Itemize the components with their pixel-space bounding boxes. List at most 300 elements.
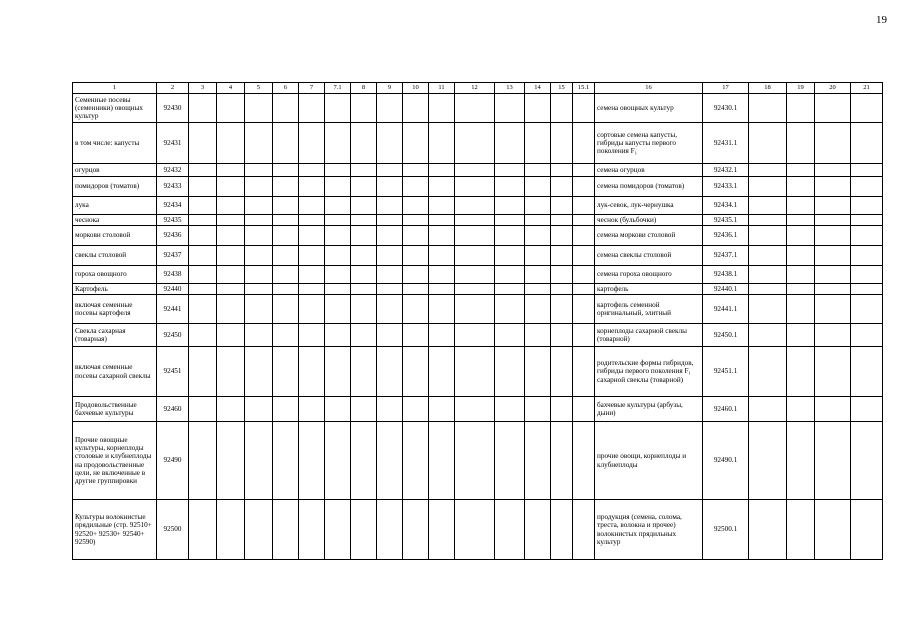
empty-cell [217, 215, 245, 226]
empty-cell [429, 347, 455, 397]
table-row [73, 347, 883, 397]
table-row [73, 94, 883, 123]
product-code-cell: 92436.1 [703, 226, 749, 246]
empty-cell [455, 397, 495, 422]
empty-cell [217, 422, 245, 500]
row-label-cell: лука [73, 197, 157, 215]
row-code-cell: 92432 [157, 164, 189, 177]
empty-cell [455, 123, 495, 164]
empty-cell [455, 226, 495, 246]
empty-cell [429, 284, 455, 295]
column-header: 15.1 [573, 83, 595, 94]
row-code-cell: 92438 [157, 266, 189, 284]
empty-cell [377, 123, 403, 164]
empty-cell [189, 123, 217, 164]
empty-cell [299, 123, 325, 164]
empty-cell [787, 177, 815, 197]
empty-cell [273, 397, 299, 422]
empty-cell [273, 215, 299, 226]
row-code-cell: 92433 [157, 177, 189, 197]
product-cell: семена гороха овощного [595, 266, 703, 284]
empty-cell [495, 177, 525, 197]
column-header: 4 [217, 83, 245, 94]
empty-cell [217, 164, 245, 177]
empty-cell [377, 94, 403, 123]
product-code-cell: 92433.1 [703, 177, 749, 197]
row-label-cell: Свекла сахарная (товарная) [73, 324, 157, 347]
empty-cell [403, 246, 429, 266]
empty-cell [245, 324, 273, 347]
empty-cell [787, 347, 815, 397]
empty-cell [299, 397, 325, 422]
row-label-cell: включая семенные посевы картофеля [73, 295, 157, 324]
empty-cell [851, 94, 883, 123]
empty-cell [351, 266, 377, 284]
empty-cell [325, 284, 351, 295]
row-label-cell: моркови столовой [73, 226, 157, 246]
empty-cell [551, 324, 573, 347]
empty-cell [429, 226, 455, 246]
product-code-cell: 92435.1 [703, 215, 749, 226]
empty-cell [217, 94, 245, 123]
empty-cell [429, 197, 455, 215]
empty-cell [351, 197, 377, 215]
empty-cell [749, 246, 787, 266]
empty-cell [815, 164, 851, 177]
empty-cell [551, 266, 573, 284]
empty-cell [525, 284, 551, 295]
row-label-cell: в том числе: капусты [73, 123, 157, 164]
empty-cell [273, 197, 299, 215]
empty-cell [851, 123, 883, 164]
empty-cell [217, 246, 245, 266]
empty-cell [325, 246, 351, 266]
empty-cell [749, 347, 787, 397]
row-code-cell: 92490 [157, 422, 189, 500]
column-header: 5 [245, 83, 273, 94]
empty-cell [403, 324, 429, 347]
row-label-cell: Продовольственные бахчевые культуры [73, 397, 157, 422]
product-cell: семена моркови столовой [595, 226, 703, 246]
column-number-row [73, 83, 883, 94]
empty-cell [429, 266, 455, 284]
empty-cell [325, 422, 351, 500]
empty-cell [273, 500, 299, 560]
empty-cell [403, 177, 429, 197]
column-header: 7 [299, 83, 325, 94]
product-cell: чеснок (бульбочки) [595, 215, 703, 226]
empty-cell [455, 347, 495, 397]
table-row [73, 197, 883, 215]
empty-cell [217, 177, 245, 197]
empty-cell [815, 324, 851, 347]
empty-cell [551, 500, 573, 560]
empty-cell [351, 164, 377, 177]
empty-cell [245, 226, 273, 246]
empty-cell [403, 197, 429, 215]
empty-cell [377, 266, 403, 284]
empty-cell [573, 197, 595, 215]
empty-cell [495, 284, 525, 295]
empty-cell [377, 397, 403, 422]
empty-cell [573, 246, 595, 266]
empty-cell [189, 295, 217, 324]
empty-cell [245, 246, 273, 266]
row-label-cell: Семенные посевы (семенники) овощных культур [73, 94, 157, 123]
empty-cell [749, 226, 787, 246]
empty-cell [217, 295, 245, 324]
empty-cell [851, 324, 883, 347]
empty-cell [851, 422, 883, 500]
row-label-cell: гороха овощного [73, 266, 157, 284]
empty-cell [351, 177, 377, 197]
column-header: 12 [455, 83, 495, 94]
empty-cell [429, 422, 455, 500]
product-cell: семена огурцов [595, 164, 703, 177]
empty-cell [815, 500, 851, 560]
empty-cell [573, 215, 595, 226]
empty-cell [245, 94, 273, 123]
empty-cell [429, 164, 455, 177]
empty-cell [815, 94, 851, 123]
empty-cell [299, 347, 325, 397]
empty-cell [325, 197, 351, 215]
empty-cell [573, 422, 595, 500]
empty-cell [525, 246, 551, 266]
empty-cell [551, 295, 573, 324]
empty-cell [525, 422, 551, 500]
empty-cell [749, 164, 787, 177]
empty-cell [325, 215, 351, 226]
product-cell: корнеплоды сахарной свеклы (товарной) [595, 324, 703, 347]
empty-cell [525, 397, 551, 422]
column-header: 3 [189, 83, 217, 94]
column-header: 16 [595, 83, 703, 94]
empty-cell [245, 266, 273, 284]
empty-cell [377, 215, 403, 226]
empty-cell [189, 215, 217, 226]
page-number: 19 [876, 14, 887, 26]
empty-cell [299, 177, 325, 197]
empty-cell [429, 324, 455, 347]
empty-cell [495, 94, 525, 123]
empty-cell [351, 422, 377, 500]
empty-cell [455, 295, 495, 324]
empty-cell [245, 123, 273, 164]
row-label-cell: Культуры волокнистые прядильные (стр. 92510+ 92520+ 92530+ 92540+ 92590) [73, 500, 157, 560]
empty-cell [377, 164, 403, 177]
empty-cell [573, 284, 595, 295]
empty-cell [429, 500, 455, 560]
row-code-cell: 92434 [157, 197, 189, 215]
empty-cell [551, 226, 573, 246]
empty-cell [573, 500, 595, 560]
empty-cell [217, 397, 245, 422]
empty-cell [749, 422, 787, 500]
empty-cell [815, 226, 851, 246]
empty-cell [787, 397, 815, 422]
product-code-cell: 92451.1 [703, 347, 749, 397]
empty-cell [851, 197, 883, 215]
product-cell: лук-севок, лук-чернушка [595, 197, 703, 215]
column-header: 7.1 [325, 83, 351, 94]
column-header: 6 [273, 83, 299, 94]
empty-cell [749, 177, 787, 197]
empty-cell [525, 266, 551, 284]
product-cell: картофель семенной оригинальный, элитный [595, 295, 703, 324]
column-header: 20 [815, 83, 851, 94]
empty-cell [403, 422, 429, 500]
empty-cell [189, 177, 217, 197]
empty-cell [217, 197, 245, 215]
empty-cell [455, 215, 495, 226]
column-header: 21 [851, 83, 883, 94]
empty-cell [525, 324, 551, 347]
empty-cell [245, 177, 273, 197]
empty-cell [429, 295, 455, 324]
table-row [73, 500, 883, 560]
empty-cell [495, 324, 525, 347]
table-row [73, 284, 883, 295]
empty-cell [429, 397, 455, 422]
empty-cell [299, 94, 325, 123]
row-code-cell: 92440 [157, 284, 189, 295]
empty-cell [189, 164, 217, 177]
empty-cell [851, 397, 883, 422]
empty-cell [325, 177, 351, 197]
empty-cell [787, 295, 815, 324]
empty-cell [573, 226, 595, 246]
empty-cell [299, 422, 325, 500]
product-cell: бахчевые культуры (арбузы, дыни) [595, 397, 703, 422]
empty-cell [787, 215, 815, 226]
empty-cell [551, 164, 573, 177]
empty-cell [787, 500, 815, 560]
empty-cell [403, 295, 429, 324]
empty-cell [403, 226, 429, 246]
empty-cell [815, 347, 851, 397]
empty-cell [273, 295, 299, 324]
empty-cell [273, 123, 299, 164]
empty-cell [245, 197, 273, 215]
column-header: 8 [351, 83, 377, 94]
empty-cell [245, 215, 273, 226]
empty-cell [749, 500, 787, 560]
empty-cell [815, 422, 851, 500]
empty-cell [815, 397, 851, 422]
empty-cell [299, 324, 325, 347]
empty-cell [189, 226, 217, 246]
empty-cell [245, 284, 273, 295]
empty-cell [495, 123, 525, 164]
empty-cell [377, 324, 403, 347]
empty-cell [525, 347, 551, 397]
column-header: 1 [73, 83, 157, 94]
empty-cell [851, 295, 883, 324]
empty-cell [455, 422, 495, 500]
empty-cell [815, 284, 851, 295]
empty-cell [217, 324, 245, 347]
empty-cell [429, 177, 455, 197]
product-code-cell: 92432.1 [703, 164, 749, 177]
empty-cell [325, 347, 351, 397]
empty-cell [429, 246, 455, 266]
table-row [73, 177, 883, 197]
empty-cell [749, 94, 787, 123]
empty-cell [429, 215, 455, 226]
empty-cell [377, 284, 403, 295]
empty-cell [299, 500, 325, 560]
empty-cell [325, 123, 351, 164]
empty-cell [351, 284, 377, 295]
empty-cell [495, 266, 525, 284]
empty-cell [495, 215, 525, 226]
column-header: 2 [157, 83, 189, 94]
empty-cell [815, 246, 851, 266]
empty-cell [851, 177, 883, 197]
empty-cell [377, 177, 403, 197]
empty-cell [525, 197, 551, 215]
product-code-cell: 92431.1 [703, 123, 749, 164]
empty-cell [403, 347, 429, 397]
empty-cell [351, 123, 377, 164]
table-row [73, 164, 883, 177]
product-cell: прочие овощи, корнеплоды и клубнеплоды [595, 422, 703, 500]
column-header: 17 [703, 83, 749, 94]
empty-cell [403, 397, 429, 422]
empty-cell [573, 347, 595, 397]
empty-cell [525, 94, 551, 123]
empty-cell [525, 164, 551, 177]
empty-cell [273, 324, 299, 347]
empty-cell [815, 197, 851, 215]
product-code-cell: 92450.1 [703, 324, 749, 347]
empty-cell [245, 295, 273, 324]
column-header: 13 [495, 83, 525, 94]
empty-cell [851, 226, 883, 246]
empty-cell [403, 266, 429, 284]
empty-cell [325, 226, 351, 246]
empty-cell [403, 123, 429, 164]
empty-cell [217, 347, 245, 397]
product-code-cell: 92441.1 [703, 295, 749, 324]
product-cell: родительские формы гибридов, гибриды первого поколения F₁ сахарной свеклы (товарной) [595, 347, 703, 397]
empty-cell [189, 197, 217, 215]
row-code-cell: 92451 [157, 347, 189, 397]
empty-cell [525, 295, 551, 324]
empty-cell [273, 422, 299, 500]
empty-cell [749, 197, 787, 215]
column-header: 9 [377, 83, 403, 94]
empty-cell [245, 397, 273, 422]
empty-cell [787, 94, 815, 123]
product-cell: сортовые семена капусты, гибриды капусты первого поколения F₁ [595, 123, 703, 164]
empty-cell [787, 164, 815, 177]
column-header: 18 [749, 83, 787, 94]
empty-cell [551, 246, 573, 266]
empty-cell [525, 215, 551, 226]
empty-cell [455, 94, 495, 123]
empty-cell [377, 422, 403, 500]
empty-cell [273, 284, 299, 295]
empty-cell [273, 226, 299, 246]
table-row [73, 123, 883, 164]
empty-cell [429, 94, 455, 123]
empty-cell [495, 164, 525, 177]
empty-cell [455, 266, 495, 284]
empty-cell [573, 164, 595, 177]
table-row [73, 215, 883, 226]
row-label-cell: чеснока [73, 215, 157, 226]
empty-cell [551, 123, 573, 164]
empty-cell [551, 284, 573, 295]
column-header: 11 [429, 83, 455, 94]
empty-cell [189, 284, 217, 295]
product-cell: семена свеклы столовой [595, 246, 703, 266]
empty-cell [749, 324, 787, 347]
row-label-cell: Картофель [73, 284, 157, 295]
empty-cell [787, 324, 815, 347]
row-code-cell: 92441 [157, 295, 189, 324]
empty-cell [189, 347, 217, 397]
empty-cell [495, 500, 525, 560]
empty-cell [573, 177, 595, 197]
empty-cell [351, 347, 377, 397]
row-code-cell: 92436 [157, 226, 189, 246]
empty-cell [351, 324, 377, 347]
empty-cell [245, 164, 273, 177]
product-cell: семена овощных культур [595, 94, 703, 123]
empty-cell [815, 123, 851, 164]
empty-cell [495, 347, 525, 397]
empty-cell [351, 295, 377, 324]
empty-cell [551, 177, 573, 197]
empty-cell [299, 226, 325, 246]
product-cell: семена помидоров (томатов) [595, 177, 703, 197]
empty-cell [299, 266, 325, 284]
empty-cell [749, 123, 787, 164]
empty-cell [455, 164, 495, 177]
empty-cell [189, 324, 217, 347]
empty-cell [403, 164, 429, 177]
product-code-cell: 92438.1 [703, 266, 749, 284]
empty-cell [787, 123, 815, 164]
row-code-cell: 92430 [157, 94, 189, 123]
table-row [73, 226, 883, 246]
table-row [73, 246, 883, 266]
empty-cell [217, 500, 245, 560]
empty-cell [573, 324, 595, 347]
empty-cell [749, 266, 787, 284]
empty-cell [403, 94, 429, 123]
empty-cell [787, 226, 815, 246]
empty-cell [245, 500, 273, 560]
row-label-cell: помидоров (томатов) [73, 177, 157, 197]
empty-cell [273, 164, 299, 177]
empty-cell [299, 295, 325, 324]
empty-cell [787, 422, 815, 500]
empty-cell [325, 94, 351, 123]
empty-cell [351, 246, 377, 266]
product-code-cell: 92434.1 [703, 197, 749, 215]
empty-cell [403, 215, 429, 226]
column-header: 19 [787, 83, 815, 94]
empty-cell [815, 215, 851, 226]
empty-cell [455, 197, 495, 215]
column-header: 15 [551, 83, 573, 94]
empty-cell [573, 397, 595, 422]
table-row [73, 397, 883, 422]
